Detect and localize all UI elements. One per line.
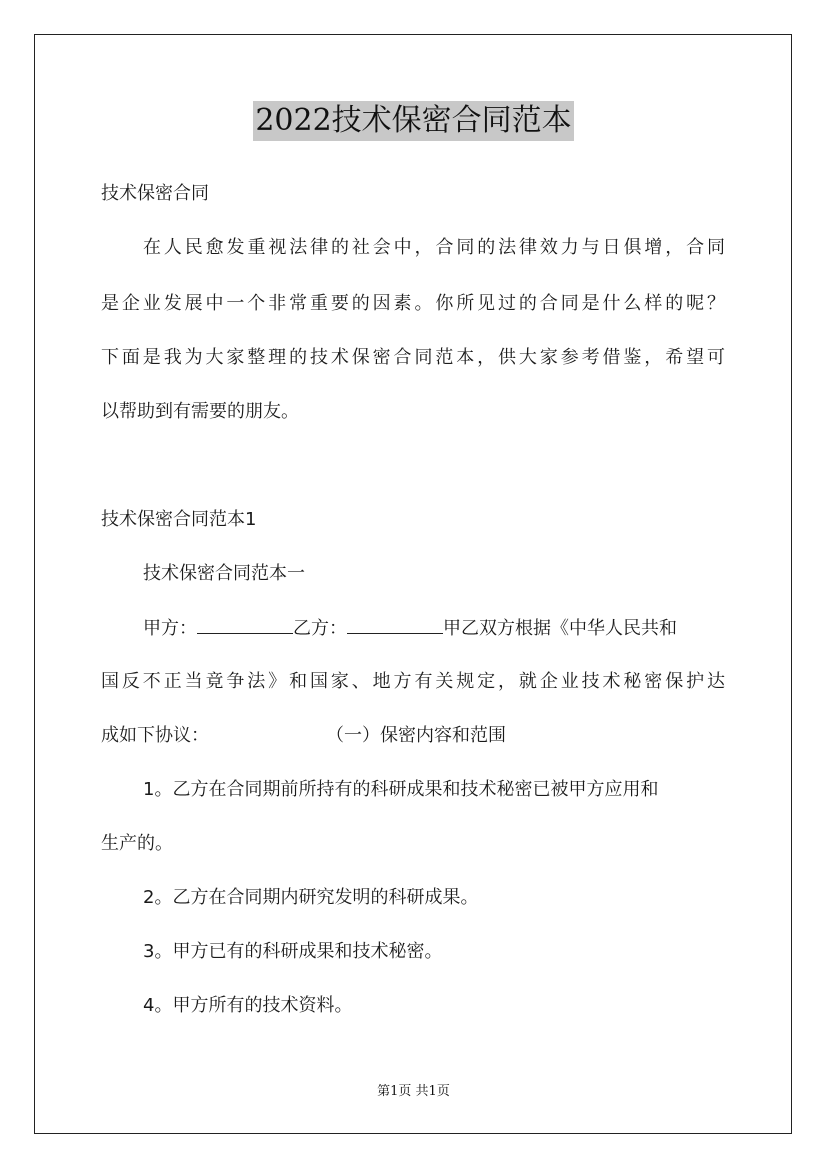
item-3: 3。甲方已有的科研成果和技术秘密。 [143,941,443,962]
page-number: 第1页 共1页 [377,1084,450,1099]
agreement-line-3: 成如下协议： [101,725,209,746]
party-b-label: 乙方： [293,618,347,639]
party-b-blank [347,616,443,634]
parties-line [143,616,677,641]
party-a-label: 甲方： [143,618,197,639]
item-2: 2。乙方在合同期内研究发明的科研成果。 [143,887,479,908]
document-heading: 技术保密合同 [101,183,209,204]
party-a-blank [197,616,293,634]
title-container [0,101,827,141]
intro-line-3: 下面是我为大家整理的技术保密合同范本，供大家参考借鉴，希望可 [101,347,725,368]
intro-line-4: 以帮助到有需要的朋友。 [101,401,299,422]
section-title: 技术保密合同范本1 [101,509,257,530]
item-1-line-1: 1。乙方在合同期前所持有的科研成果和技术秘密已被甲方应用和 [143,779,659,800]
subsection-title: 技术保密合同范本一 [143,563,305,584]
intro-line-2: 是企业发展中一个非常重要的因素。你所见过的合同是什么样的呢？ [101,293,725,314]
intro-line-1: 在人民愈发重视法律的社会中，合同的法律效力与日俱增，合同 [143,237,725,258]
agreement-line-2: 国反不正当竟争法》和国家、地方有关规定，就企业技术秘密保护达 [101,671,725,692]
parties-tail: 甲乙双方根据《中华人民共和 [443,618,677,639]
item-4: 4。甲方所有的技术资料。 [143,995,353,1016]
item-1-line-2: 生产的。 [101,833,173,854]
document-title: 2022技术保密合同范本 [253,101,573,141]
scope-heading: （一）保密内容和范围 [326,725,506,746]
